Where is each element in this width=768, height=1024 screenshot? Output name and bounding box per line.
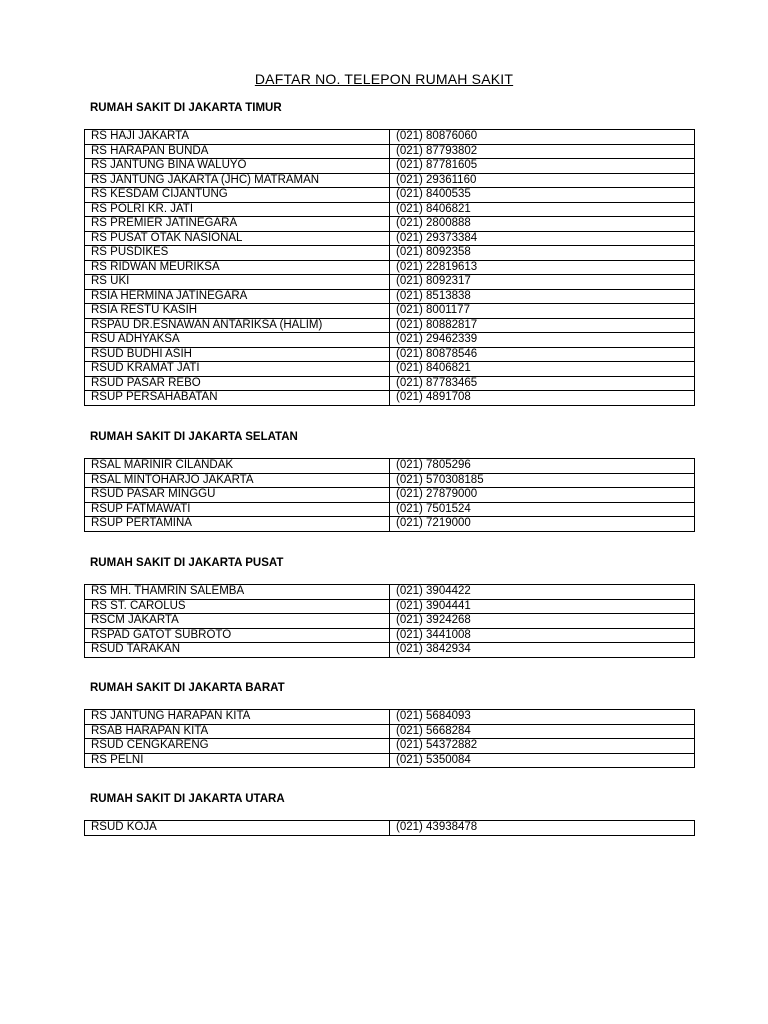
table-row	[85, 391, 695, 406]
phone-number: (021) 8400535	[390, 188, 695, 203]
phone-number: (021) 80882817	[390, 318, 695, 333]
hospital-name: RS RIDWAN MEURIKSA	[85, 260, 390, 275]
section-heading: RUMAH SAKIT DI JAKARTA BARAT	[90, 682, 285, 694]
phone-number: (021) 29361160	[390, 173, 695, 188]
table-row	[85, 304, 695, 319]
table-row	[85, 130, 695, 145]
table-row	[85, 347, 695, 362]
hospital-name: RSUD CENGKARENG	[85, 739, 390, 754]
table-row	[85, 628, 695, 643]
table-row	[85, 502, 695, 517]
section-heading: RUMAH SAKIT DI JAKARTA PUSAT	[90, 557, 284, 569]
hospital-name: RS UKI	[85, 275, 390, 290]
phone-number: (021) 7501524	[390, 502, 695, 517]
table-row	[85, 473, 695, 488]
hospital-name: RSUD TARAKAN	[85, 643, 390, 658]
section-heading: RUMAH SAKIT DI JAKARTA SELATAN	[90, 431, 298, 443]
phone-number: (021) 80878546	[390, 347, 695, 362]
table-row	[85, 710, 695, 725]
table-row	[85, 275, 695, 290]
table-row	[85, 459, 695, 474]
hospital-name: RS KESDAM CIJANTUNG	[85, 188, 390, 203]
phone-number: (021) 80876060	[390, 130, 695, 145]
table-row	[85, 231, 695, 246]
hospital-name: RSUP PERTAMINA	[85, 517, 390, 532]
phone-number: (021) 8092358	[390, 246, 695, 261]
hospital-table	[84, 820, 695, 836]
phone-number: (021) 4891708	[390, 391, 695, 406]
hospital-name: RS PELNI	[85, 753, 390, 768]
hospital-table	[84, 709, 695, 768]
table-row	[85, 289, 695, 304]
hospital-table	[84, 129, 695, 406]
section-heading: RUMAH SAKIT DI JAKARTA TIMUR	[90, 102, 282, 114]
hospital-name: RS PUSAT OTAK NASIONAL	[85, 231, 390, 246]
hospital-name: RS ST. CAROLUS	[85, 599, 390, 614]
table-row	[85, 585, 695, 600]
page-title: DAFTAR NO. TELEPON RUMAH SAKIT	[254, 71, 514, 87]
hospital-name: RSUD KRAMAT JATI	[85, 362, 390, 377]
hospital-name: RS HAJI JAKARTA	[85, 130, 390, 145]
phone-number: (021) 8092317	[390, 275, 695, 290]
phone-number: (021) 5350084	[390, 753, 695, 768]
hospital-name: RSCM JAKARTA	[85, 614, 390, 629]
table-row	[85, 376, 695, 391]
table-row	[85, 821, 695, 836]
table-row	[85, 599, 695, 614]
hospital-name: RSIA HERMINA JATINEGARA	[85, 289, 390, 304]
phone-number: (021) 3924268	[390, 614, 695, 629]
table-row	[85, 724, 695, 739]
hospital-name: RSUD BUDHI ASIH	[85, 347, 390, 362]
phone-number: (021) 29373384	[390, 231, 695, 246]
table-row	[85, 159, 695, 174]
section-jakarta-barat	[84, 681, 686, 768]
hospital-name: RSIA RESTU KASIH	[85, 304, 390, 319]
table-row	[85, 318, 695, 333]
table-row	[85, 614, 695, 629]
table-row	[85, 217, 695, 232]
hospital-table	[84, 458, 695, 532]
phone-number: (021) 8406821	[390, 202, 695, 217]
hospital-name: RS PREMIER JATINEGARA	[85, 217, 390, 232]
hospital-name: RS JANTUNG BINA WALUYO	[85, 159, 390, 174]
phone-number: (021) 27879000	[390, 488, 695, 503]
table-row	[85, 488, 695, 503]
table-row	[85, 173, 695, 188]
hospital-table	[84, 584, 695, 658]
phone-number: (021) 87781605	[390, 159, 695, 174]
table-row	[85, 753, 695, 768]
phone-number: (021) 87793802	[390, 144, 695, 159]
phone-number: (021) 22819613	[390, 260, 695, 275]
table-row	[85, 246, 695, 261]
section-jakarta-pusat	[84, 556, 686, 658]
phone-number: (021) 570308185	[390, 473, 695, 488]
hospital-name: RSUP FATMAWATI	[85, 502, 390, 517]
phone-number: (021) 5668284	[390, 724, 695, 739]
phone-number: (021) 87783465	[390, 376, 695, 391]
table-row	[85, 202, 695, 217]
hospital-name: RSU ADHYAKSA	[85, 333, 390, 348]
section-jakarta-timur	[84, 101, 686, 406]
hospital-name: RSUP PERSAHABATAN	[85, 391, 390, 406]
hospital-name: RS PUSDIKES	[85, 246, 390, 261]
hospital-name: RSPAD GATOT SUBROTO	[85, 628, 390, 643]
hospital-name: RSUD KOJA	[85, 821, 390, 836]
phone-number: (021) 3904422	[390, 585, 695, 600]
table-row	[85, 260, 695, 275]
hospital-name: RSAB HARAPAN KITA	[85, 724, 390, 739]
phone-number: (021) 8513838	[390, 289, 695, 304]
phone-number: (021) 5684093	[390, 710, 695, 725]
table-row	[85, 144, 695, 159]
table-row	[85, 333, 695, 348]
hospital-name: RS MH. THAMRIN SALEMBA	[85, 585, 390, 600]
phone-number: (021) 3441008	[390, 628, 695, 643]
phone-number: (021) 54372882	[390, 739, 695, 754]
table-row	[85, 643, 695, 658]
phone-number: (021) 8406821	[390, 362, 695, 377]
phone-number: (021) 3904441	[390, 599, 695, 614]
phone-number: (021) 7805296	[390, 459, 695, 474]
table-row	[85, 739, 695, 754]
hospital-name: RSAL MARINIR CILANDAK	[85, 459, 390, 474]
hospital-name: RS JANTUNG HARAPAN KITA	[85, 710, 390, 725]
phone-number: (021) 7219000	[390, 517, 695, 532]
phone-number: (021) 3842934	[390, 643, 695, 658]
hospital-name: RSUD PASAR REBO	[85, 376, 390, 391]
hospital-name: RSAL MINTOHARJO JAKARTA	[85, 473, 390, 488]
phone-number: (021) 29462339	[390, 333, 695, 348]
table-row	[85, 362, 695, 377]
table-row	[85, 517, 695, 532]
hospital-name: RS JANTUNG JAKARTA (JHC) MATRAMAN	[85, 173, 390, 188]
phone-number: (021) 43938478	[390, 821, 695, 836]
phone-number: (021) 2800888	[390, 217, 695, 232]
phone-number: (021) 8001177	[390, 304, 695, 319]
hospital-name: RSUD PASAR MINGGU	[85, 488, 390, 503]
section-jakarta-selatan	[84, 430, 686, 532]
section-jakarta-utara	[84, 792, 686, 836]
table-row	[85, 188, 695, 203]
hospital-name: RSPAU DR.ESNAWAN ANTARIKSA (HALIM)	[85, 318, 390, 333]
hospital-name: RS HARAPAN BUNDA	[85, 144, 390, 159]
hospital-name: RS POLRI KR. JATI	[85, 202, 390, 217]
section-heading: RUMAH SAKIT DI JAKARTA UTARA	[90, 793, 285, 805]
